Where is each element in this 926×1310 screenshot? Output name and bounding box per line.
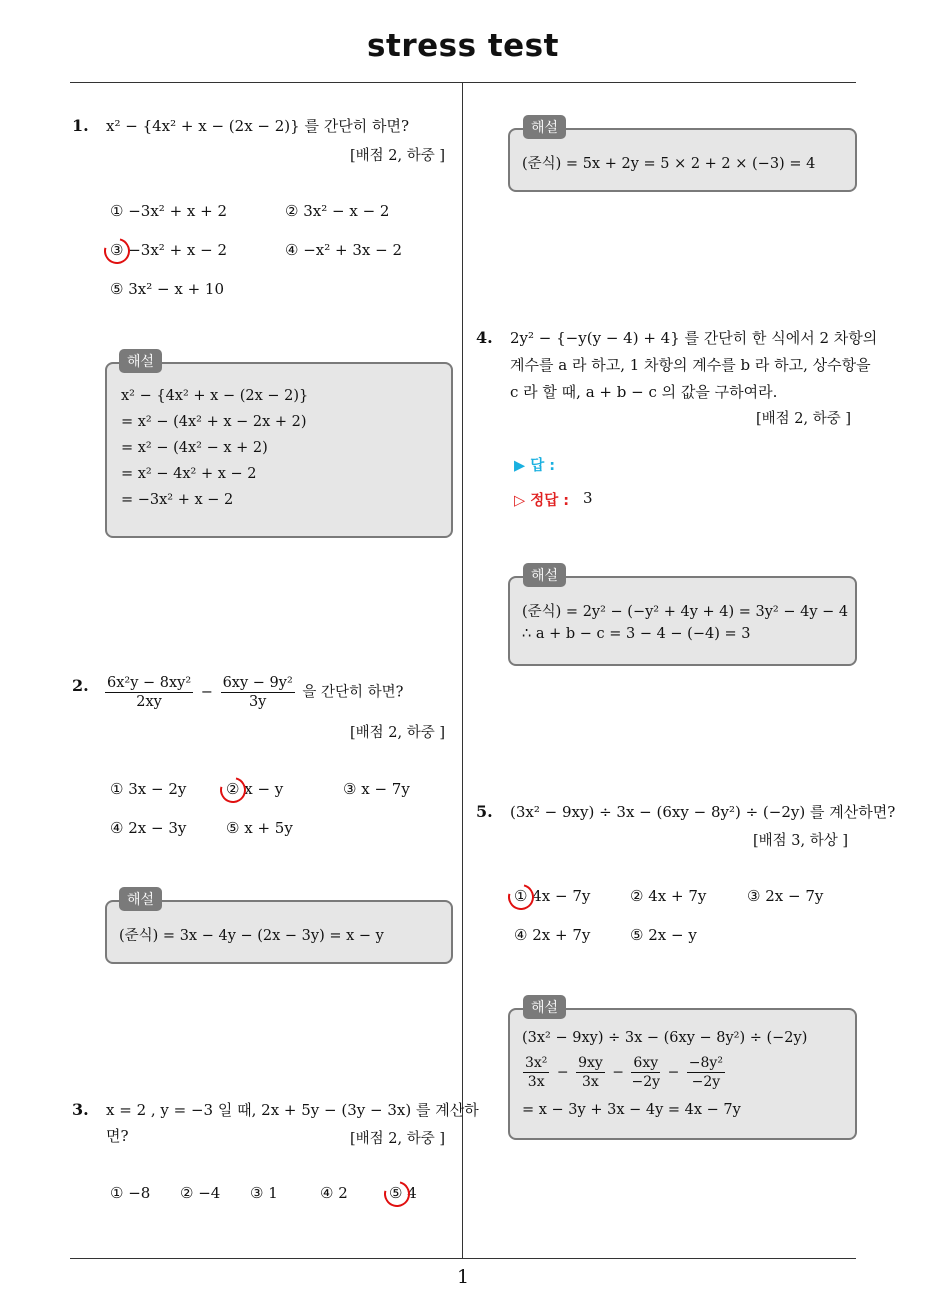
solution-line: x² − {4x² + x − (2x − 2)} [121,388,309,404]
question-text: (3x² − 9xy) ÷ 3x − (6xy − 8y²) ÷ (−2y) 를 계산하면? [510,803,896,821]
correct-answer-value: 3 [583,489,593,507]
question-text: x = 2 , y = −3 일 때, 2x + 5y − (3y − 3x) 를 계산하 [106,1101,479,1119]
choice-5[interactable]: ⑤ 4 [389,1184,417,1202]
fraction: $\frac{6xy}{-2y}$ [631,1055,661,1090]
choice-2[interactable]: ② 3x² − x − 2 [285,202,390,220]
question-meta: [배점 2, 하중 ] [350,725,446,741]
answer-mark-icon [379,1176,415,1212]
choice-1[interactable]: ① −8 [110,1184,151,1202]
fraction: $\frac{9xy}{3x}$ [578,1055,603,1090]
choice-4[interactable]: ④ 2x − 3y [110,819,187,837]
solution-label: 해설 [523,115,566,139]
choice-5[interactable]: ⑤ 2x − y [630,926,697,944]
choice-5[interactable]: ⑤ 3x² − x + 10 [110,280,224,298]
question-number: 2. [72,676,89,695]
answer-mark-icon [503,879,539,915]
choice-2[interactable]: ② 4x + 7y [630,887,707,905]
question-text: 2y² − {−y(y − 4) + 4} 를 간단히 한 식에서 2 차항의 [510,329,878,347]
solution-line: = x − 3y + 3x − 4y = 4x − 7y [522,1102,741,1118]
solution-line: (준식) = 5x + 2y = 5 × 2 + 2 × (−3) = 4 [522,156,816,172]
answer-mark-icon [215,772,251,808]
question-text: 계수를 a 라 하고, 1 차항의 계수를 b 라 하고, 상수항을 [510,356,871,374]
header-rule [70,82,856,83]
solution-label: 해설 [119,349,162,373]
question-text: $\frac{\text{6x²y − 8xy²}}{2xy}$ − $\frac{\text{6xy − 9y²}}{3y}$ 을 간단히 하면? [107,675,404,710]
solution-line: ∴ a + b − c = 3 − 4 − (−4) = 3 [522,626,751,642]
choice-3[interactable]: ③ −3x² + x − 2 [110,241,228,259]
choice-4[interactable]: ④ −x² + 3x − 2 [285,241,403,259]
choice-4[interactable]: ④ 2 [320,1184,348,1202]
choice-3[interactable]: ③ x − 7y [343,780,410,798]
fraction: $\frac{\text{−8y²}}{-2y}$ [688,1055,723,1090]
choice-3[interactable]: ③ 2x − 7y [747,887,824,905]
choice-5[interactable]: ⑤ x + 5y [226,819,293,837]
fraction: $\frac{\text{6xy − 9y²}}{3y}$ [222,675,293,710]
solution-fraction-line: $\frac{\text{3x²}}{3x}$ − $\frac{9xy}{3x}$ − $\frac{6xy}{-2y}$ − $\frac{\text{−8y²}}{-2y}$ [525,1055,723,1090]
question-number: 4. [476,328,493,347]
question-meta: [배점 2, 하중 ] [350,1131,446,1147]
solution-line: = x² − 4x² + x − 2 [121,466,257,482]
question-text: x² − {4x² + x − (2x − 2)} 를 간단히 하면? [106,117,409,135]
question-text: 면? [106,1127,129,1145]
question-text: c 라 할 때, a + b − c 의 값을 구하여라. [510,383,778,401]
solution-label: 해설 [523,563,566,587]
choice-4[interactable]: ④ 2x + 7y [514,926,591,944]
question-meta: [배점 2, 하중 ] [756,411,852,427]
answer-mark-icon [99,233,135,269]
choice-1[interactable]: ① 4x − 7y [514,887,591,905]
choice-1[interactable]: ① −3x² + x + 2 [110,202,228,220]
question-number: 3. [72,1100,89,1119]
answer-label: ▶ 답 : [514,458,556,474]
solution-line: (준식) = 3x − 4y − (2x − 3y) = x − y [119,928,384,944]
choice-2[interactable]: ② −4 [180,1184,221,1202]
solution-line: = −3x² + x − 2 [121,492,234,508]
footer-rule [70,1258,856,1259]
correct-answer-label: ▷ 정답 : [514,493,570,509]
question-number: 5. [476,802,493,821]
column-divider [462,83,463,1259]
choice-2[interactable]: ② x − y [226,780,284,798]
solution-line: = x² − (4x² − x + 2) [121,440,268,456]
solution-label: 해설 [119,887,162,911]
question-meta: [배점 3, 하상 ] [753,833,849,849]
question-number: 1. [72,116,89,135]
solution-box [105,362,453,538]
solution-line: = x² − (4x² + x − 2x + 2) [121,414,307,430]
page-number: 1 [456,1266,470,1288]
solution-label: 해설 [523,995,566,1019]
question-meta: [배점 2, 하중 ] [350,148,446,164]
choice-1[interactable]: ① 3x − 2y [110,780,187,798]
solution-line: (준식) = 2y² − (−y² + 4y + 4) = 3y² − 4y − 4 [522,604,849,620]
solution-box [508,1008,857,1140]
solution-box [508,576,857,666]
fraction: $\frac{\text{6x²y − 8xy²}}{2xy}$ [107,675,192,710]
choice-3[interactable]: ③ 1 [250,1184,278,1202]
fraction: $\frac{\text{3x²}}{3x}$ [525,1055,548,1090]
solution-line: (3x² − 9xy) ÷ 3x − (6xy − 8y²) ÷ (−2y) [522,1030,808,1046]
page-title: stress test [367,28,559,64]
